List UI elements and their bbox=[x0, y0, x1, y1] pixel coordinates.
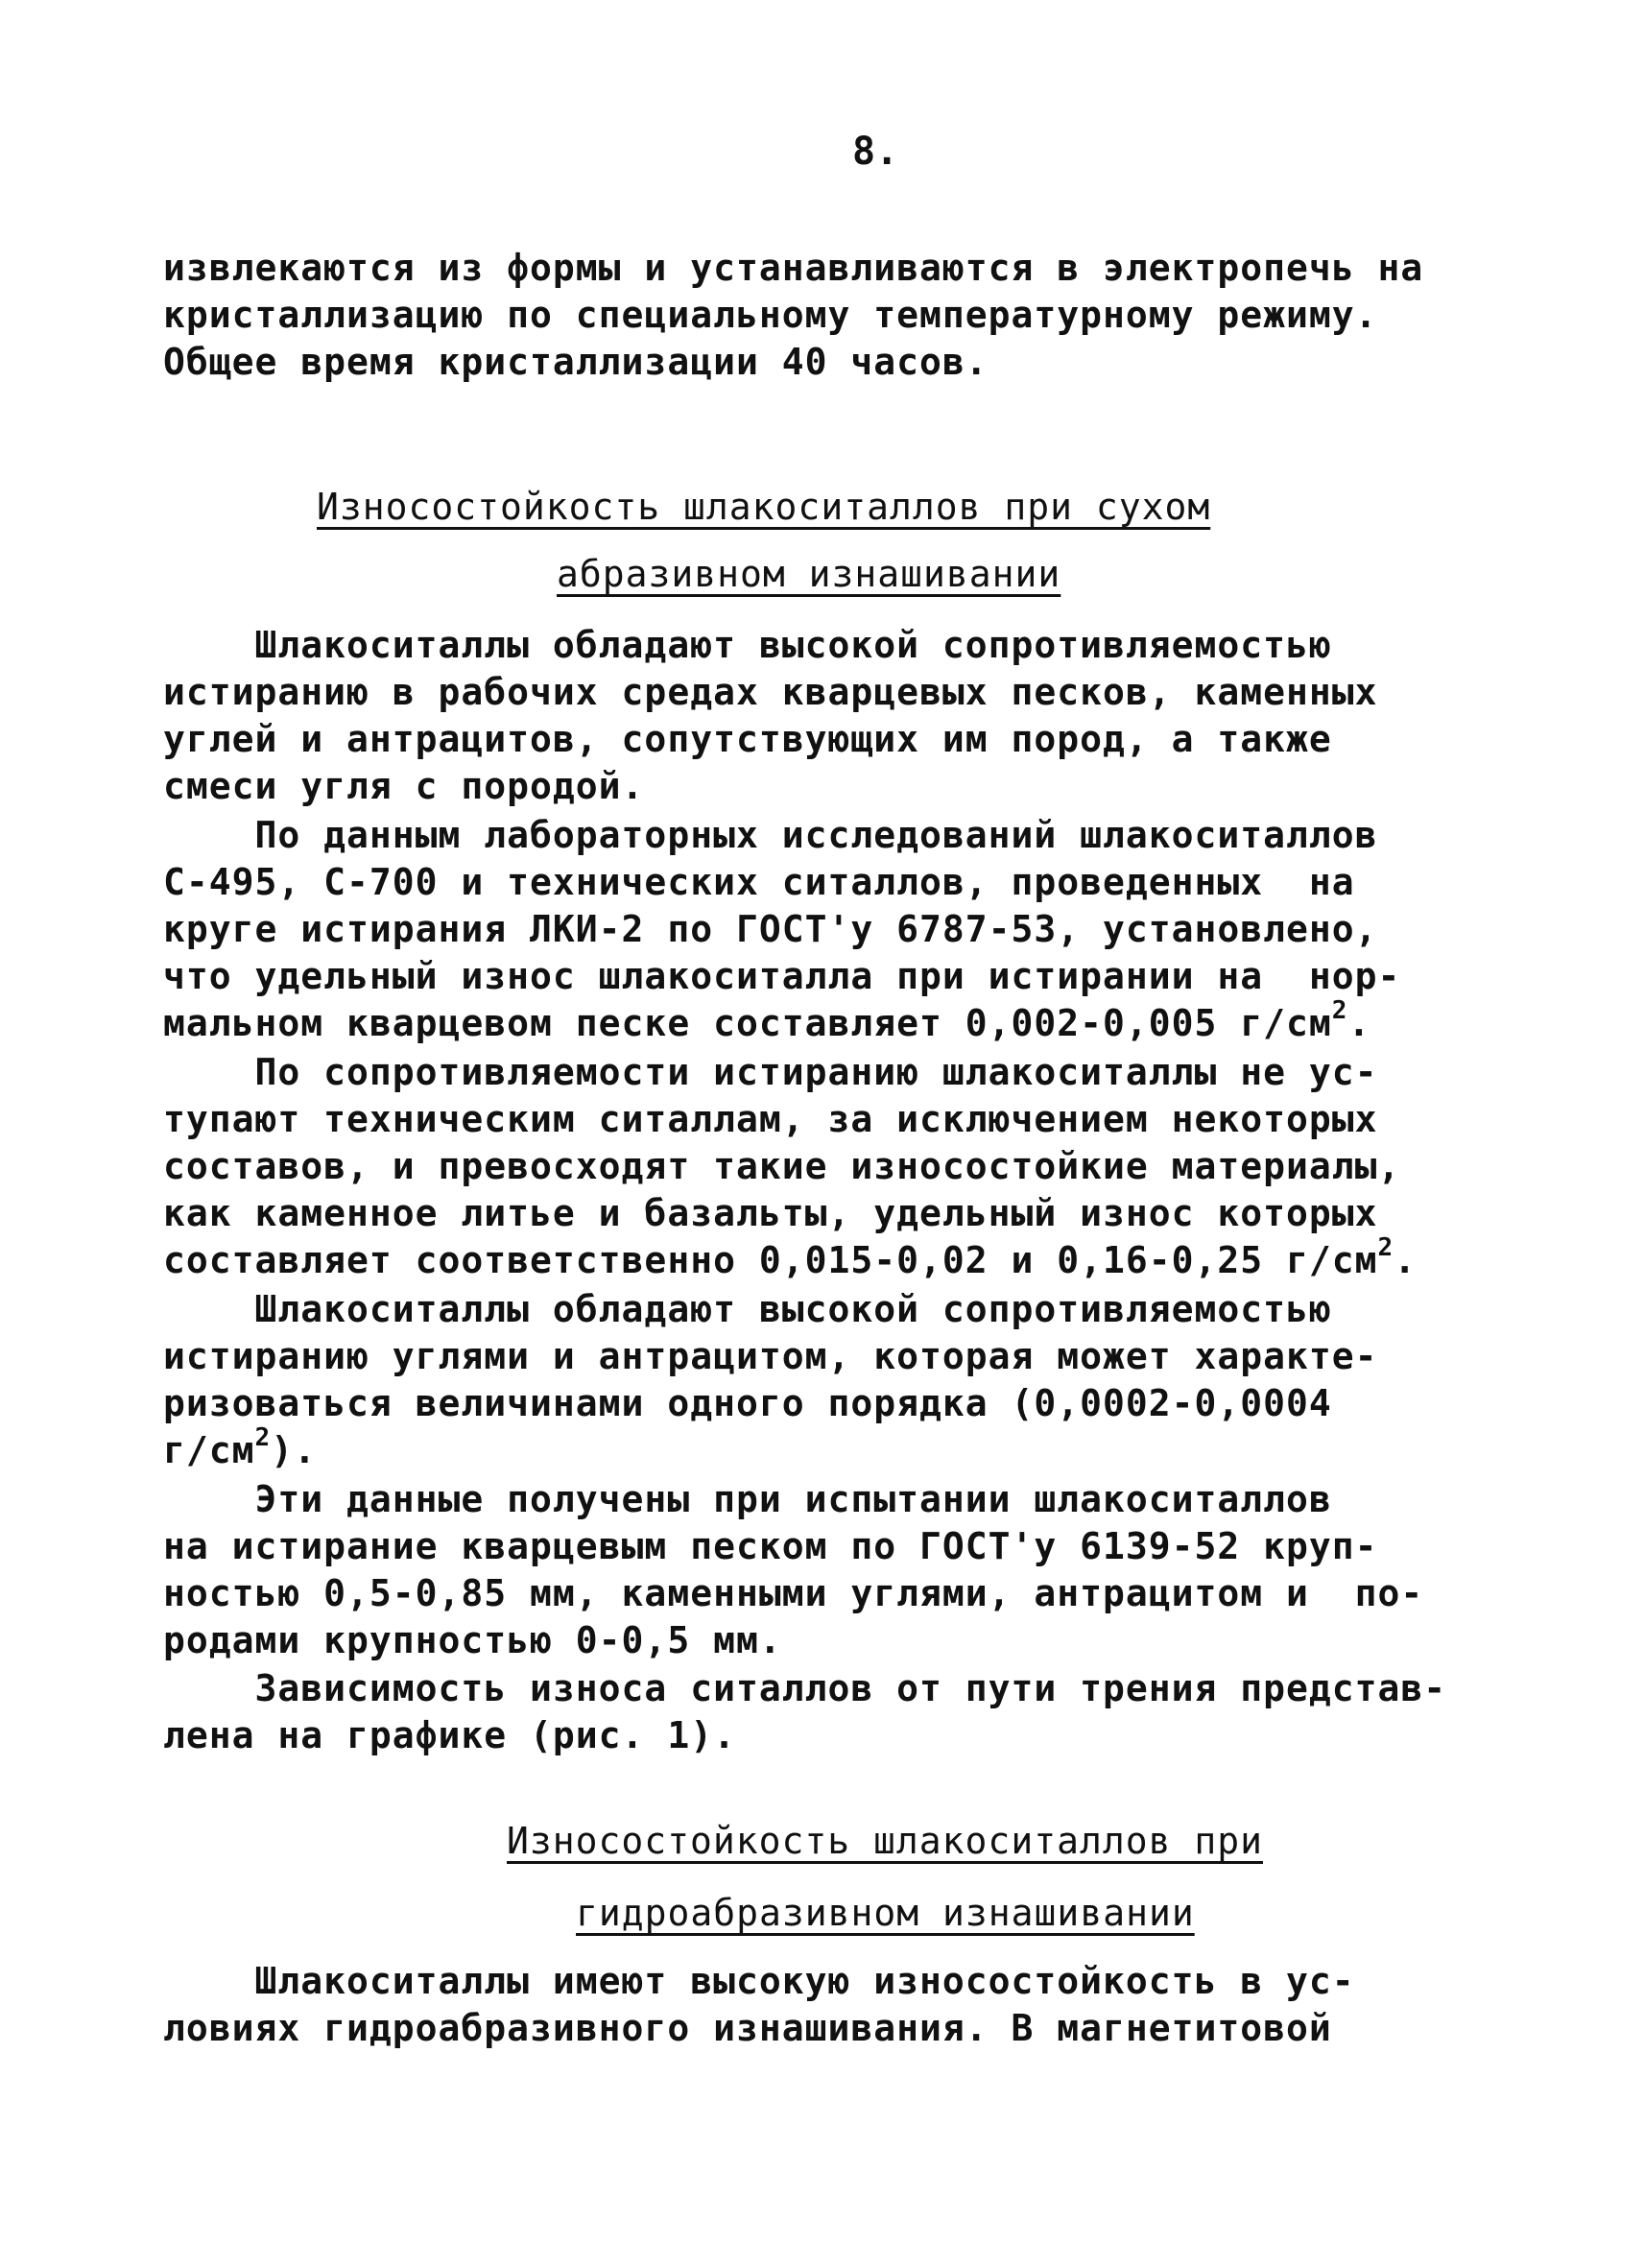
section1-heading-line1: Износостойкость шлакоситаллов при сухом bbox=[317, 486, 1211, 528]
text-line: на истирание кварцевым песком по ГОСТ'у 6139-52 круп- bbox=[163, 1525, 1378, 1567]
period: . bbox=[1394, 1239, 1418, 1281]
text-line: круге истирания ЛКИ-2 по ГОСТ'у 6787-53, установлено, bbox=[163, 908, 1378, 950]
text-line bbox=[163, 1233, 1488, 1284]
period: . bbox=[1347, 1002, 1371, 1044]
text-line bbox=[163, 996, 1488, 1047]
text-line: извлекаются из формы и устанавливаются в электропечь на bbox=[163, 247, 1424, 289]
text-segment: составляет соответственно 0,015-0,02 и 0,16-0,25 г/см bbox=[163, 1239, 1378, 1281]
section2-paragraph-1 bbox=[163, 1958, 1488, 2052]
text-segment: ). bbox=[271, 1429, 317, 1471]
intro-paragraph bbox=[163, 245, 1488, 386]
text-line: Шлакоситаллы имеют высокую износостойкость в ус- bbox=[163, 1960, 1355, 2002]
text-line: кристаллизацию по специальному температурному режиму. bbox=[163, 294, 1378, 336]
superscript: 2 bbox=[1377, 1233, 1394, 1262]
text-segment: г/см bbox=[163, 1429, 255, 1471]
text-line: С-495, С-700 и технических ситаллов, проведенных на bbox=[163, 861, 1355, 903]
superscript: 2 bbox=[254, 1423, 272, 1452]
text-line: По сопротивляемости истиранию шлакоситаллы не ус- bbox=[163, 1051, 1378, 1093]
text-segment: мальном кварцевом песке составляет 0,002-0,005 г/см bbox=[163, 1002, 1332, 1044]
section1-paragraph-3 bbox=[163, 1049, 1488, 1284]
superscript: 2 bbox=[1331, 996, 1348, 1025]
text-line: ностью 0,5-0,85 мм, каменными углями, антрацитом и по- bbox=[163, 1572, 1424, 1614]
text-line: Общее время кристаллизации 40 часов. bbox=[163, 341, 989, 383]
text-line: истиранию в рабочих средах кварцевых песков, каменных bbox=[163, 671, 1378, 713]
text-line: Эти данные получены при испытании шлакоситаллов bbox=[163, 1478, 1332, 1520]
text-line: ловиях гидроабразивного изнашивания. В магнетитовой bbox=[163, 2007, 1332, 2049]
text-line: Шлакоситаллы обладают высокой сопротивляемостью bbox=[163, 1288, 1332, 1330]
section1-paragraph-1 bbox=[163, 622, 1488, 810]
text-line: составов, и превосходят такие износостойкие материалы, bbox=[163, 1145, 1401, 1187]
text-line: ризоваться величинами одного порядка (0,0002-0,0004 bbox=[163, 1382, 1332, 1424]
section1-paragraph-5 bbox=[163, 1476, 1488, 1664]
text-line: как каменное литье и базальты, удельный износ которых bbox=[163, 1192, 1378, 1234]
section1-paragraph-2 bbox=[163, 812, 1488, 1047]
text-line: истиранию углями и антрацитом, которая может характе- bbox=[163, 1335, 1378, 1377]
section1-heading-line2: абразивном изнашивании bbox=[557, 553, 1061, 595]
text-line: что удельный износ шлакоситалла при истирании на нор- bbox=[163, 955, 1401, 997]
section2-heading-line1: Износостойкость шлакоситаллов при bbox=[507, 1820, 1263, 1862]
text-line: родами крупностью 0-0,5 мм. bbox=[163, 1619, 782, 1661]
text-line: Шлакоситаллы обладают высокой сопротивляемостью bbox=[163, 624, 1332, 666]
text-line: углей и антрацитов, сопутствующих им пород, а также bbox=[163, 718, 1332, 760]
section1-paragraph-6 bbox=[163, 1665, 1488, 1759]
text-line bbox=[163, 1423, 1488, 1474]
text-line: Зависимость износа ситаллов от пути трения представ- bbox=[163, 1667, 1447, 1709]
text-line: смеси угля с породой. bbox=[163, 765, 645, 807]
page-number: 8. bbox=[852, 130, 899, 174]
text-line: По данным лабораторных исследований шлакоситаллов bbox=[163, 814, 1378, 856]
section1-paragraph-4 bbox=[163, 1286, 1488, 1474]
text-line: лена на графике (рис. 1). bbox=[163, 1714, 736, 1756]
text-line: тупают техническим ситаллам, за исключением некоторых bbox=[163, 1098, 1378, 1140]
section2-heading-line2: гидроабразивном изнашивании bbox=[576, 1892, 1195, 1934]
